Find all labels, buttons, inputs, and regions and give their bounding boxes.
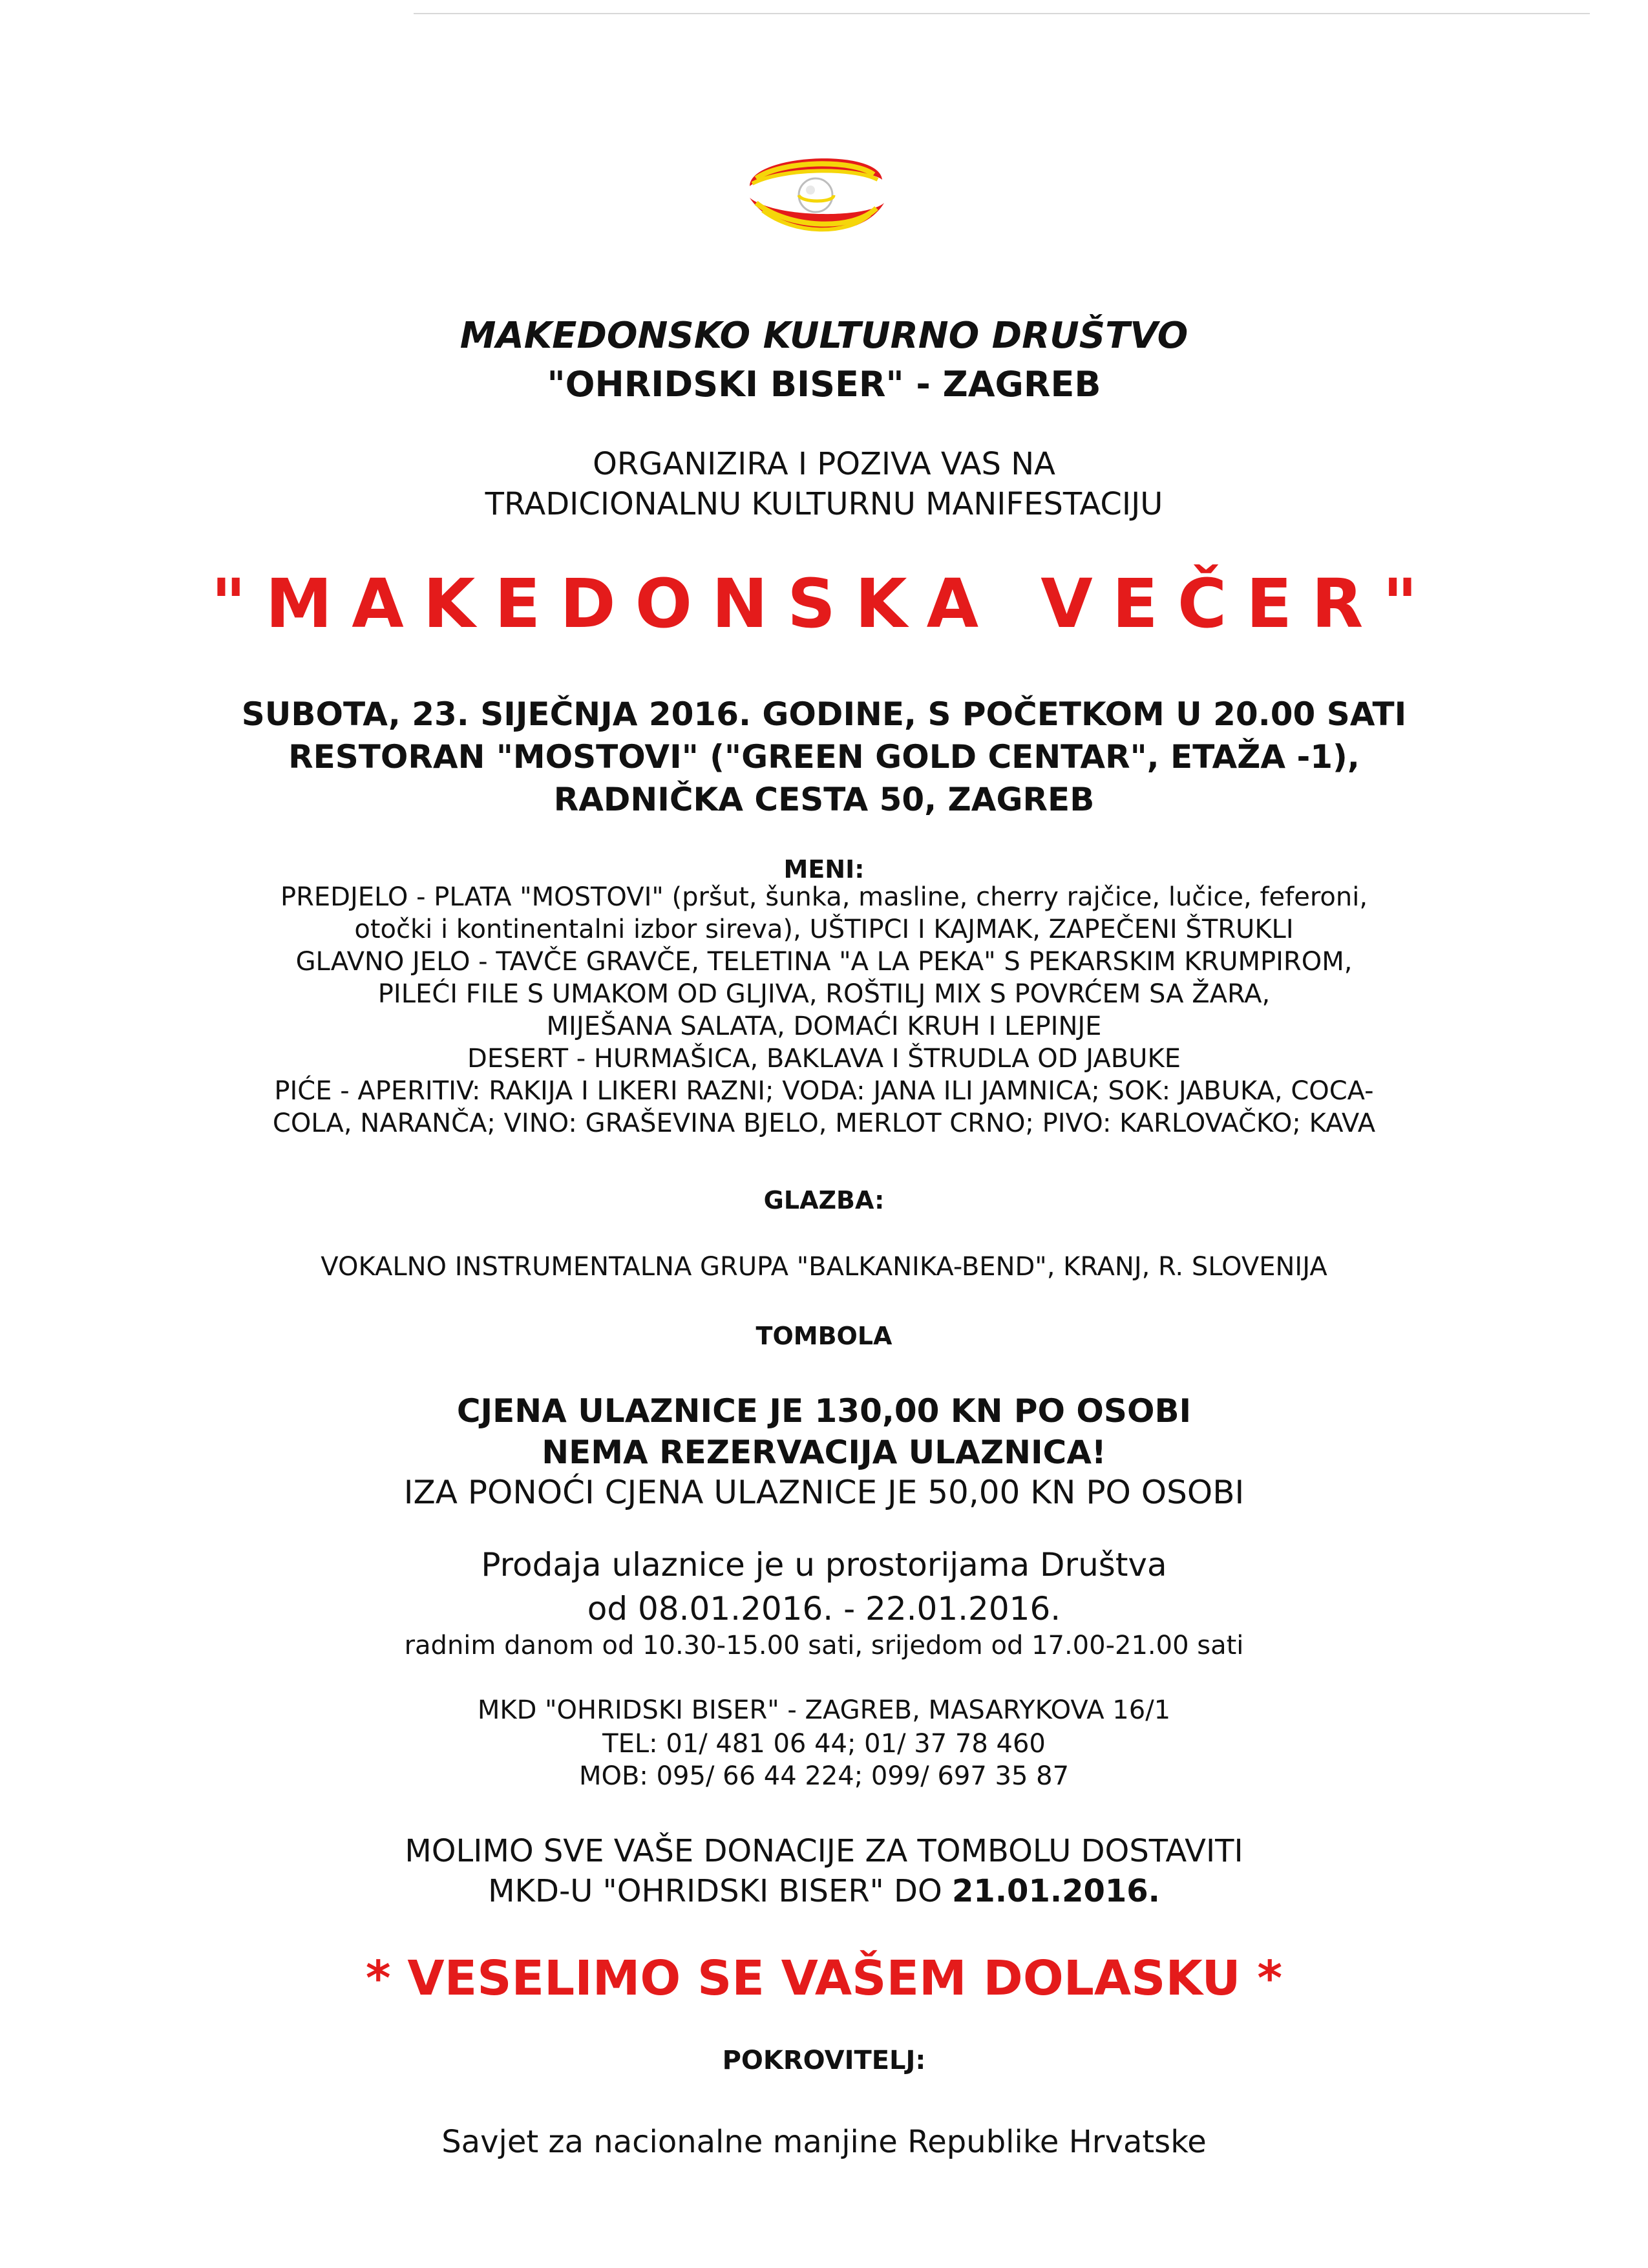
no-reservation-notice: NEMA REZERVACIJA ULAZNICA! <box>542 1434 1106 1471</box>
intro-line2: TRADICIONALNU KULTURNU MANIFESTACIJU <box>485 486 1163 522</box>
menu-line: MIJEŠANA SALATA, DOMAĆI KRUH I LEPINJE <box>546 1012 1102 1041</box>
patron-name: Savjet za nacionalne manjine Republike Hrvatske <box>441 2124 1207 2160</box>
menu-line: PIĆE - APERITIV: RAKIJA I LIKERI RAZNI; VODA: JANA ILI JAMNICA; SOK: JABUKA, COCA- <box>274 1076 1374 1106</box>
menu-line: COLA, NARANČA; VINO: GRAŠEVINA BJELO, MERLOT CRNO; PIVO: KARLOVAČKO; KAVA <box>272 1108 1376 1138</box>
tombola-heading: TOMBOLA <box>755 1322 893 1350</box>
ticket-price: CJENA ULAZNICE JE 130,00 KN PO OSOBI <box>456 1392 1192 1430</box>
menu-line: PILEĆI FILE S UMAKOM OD GLJIVA, ROŠTILJ MIX S POVRĆEM SA ŽARA, <box>377 979 1271 1009</box>
organization-name-line1: MAKEDONSKO KULTURNO DRUŠTVO <box>460 315 1188 357</box>
welcome-message: * VESELIMO SE VAŠEM DOLASKU * <box>365 1951 1283 2006</box>
intro-line1: ORGANIZIRA I POZIVA VAS NA <box>593 446 1055 482</box>
ticket-sale-location: Prodaja ulaznice je u prostorijama Društva <box>481 1546 1167 1584</box>
ticket-sale-hours: radnim danom od 10.30-15.00 sati, srijedom od 17.00-21.00 sati <box>404 1631 1244 1660</box>
menu-heading: MENI: <box>783 855 865 884</box>
donations-line2-prefix: MKD-U "OHRIDSKI BISER" DO <box>488 1873 953 1909</box>
menu-line: GLAVNO JELO - TAVČE GRAVČE, TELETINA "A LA PEKA" S PEKARSKIM KRUMPIROM, <box>295 947 1353 977</box>
menu-line: DESERT - HURMAŠICA, BAKLAVA I ŠTRUDLA OD JABUKE <box>467 1044 1181 1074</box>
event-venue: RESTORAN "MOSTOVI" ("GREEN GOLD CENTAR", ETAŽA -1), <box>288 738 1360 776</box>
event-date: SUBOTA, 23. SIJEČNJA 2016. GODINE, S POČETKOM U 20.00 SATI <box>241 695 1407 733</box>
event-address: RADNIČKA CESTA 50, ZAGREB <box>553 781 1095 818</box>
music-heading: GLAZBA: <box>763 1186 885 1214</box>
patron-heading: POKROVITELJ: <box>722 2046 926 2075</box>
event-title: "MAKEDONSKA VEČER" <box>211 564 1437 643</box>
donations-line2 <box>0 1873 1648 1909</box>
contact-address: MKD "OHRIDSKI BISER" - ZAGREB, MASARYKOVA 16/1 <box>477 1695 1171 1725</box>
organization-name-line2: "OHRIDSKI BISER" - ZAGREB <box>547 364 1101 405</box>
seashell-pearl-icon <box>737 141 892 244</box>
donations-line1: MOLIMO SVE VAŠE DONACIJE ZA TOMBOLU DOSTAVITI <box>405 1833 1243 1869</box>
menu-line: PREDJELO - PLATA "MOSTOVI" (pršut, šunka, masline, cherry rajčice, lučice, feferoni, <box>280 882 1368 912</box>
donations-deadline: 21.01.2016. <box>952 1873 1160 1909</box>
menu-line: otočki i kontinentalni izbor sireva), UŠTIPCI I KAJMAK, ZAPEČENI ŠTRUKLI <box>354 915 1294 944</box>
contact-mob: MOB: 095/ 66 44 224; 099/ 697 35 87 <box>578 1761 1070 1791</box>
after-midnight-price: IZA PONOĆI CJENA ULAZNICE JE 50,00 KN PO OSOBI <box>403 1474 1245 1511</box>
scan-top-rule <box>414 13 1590 14</box>
contact-tel: TEL: 01/ 481 06 44; 01/ 37 78 460 <box>602 1729 1046 1759</box>
music-band: VOKALNO INSTRUMENTALNA GRUPA "BALKANIKA-BEND", KRANJ, R. SLOVENIJA <box>321 1252 1327 1282</box>
ticket-sale-dates: od 08.01.2016. - 22.01.2016. <box>587 1590 1061 1627</box>
